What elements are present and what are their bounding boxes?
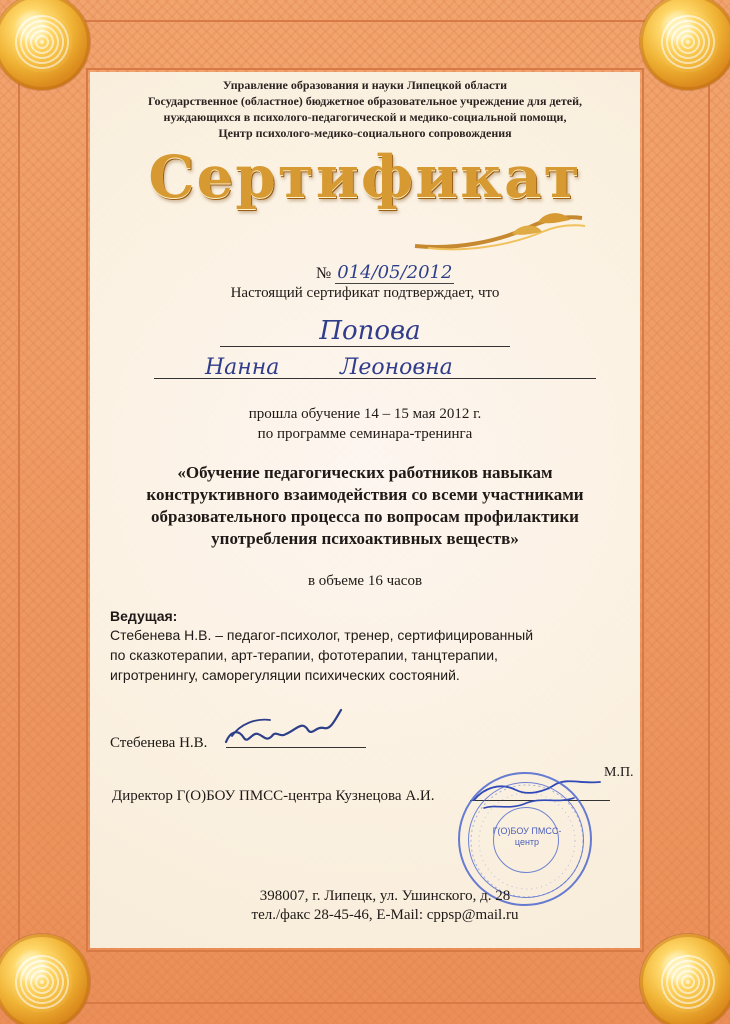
- confirmation-text: Настоящий сертификат подтверждает, что: [230, 285, 500, 301]
- certificate-number-row: [316, 262, 476, 284]
- recipient-surname: Попова: [319, 316, 421, 346]
- footer-contacts: тел./факс 28-45-46, E-Mail: cppsp@mail.ru: [251, 907, 519, 923]
- seal-placeholder: М.П.: [604, 765, 634, 780]
- study-program-intro: по программе семинара-тренинга: [257, 426, 473, 442]
- certificate-title: Сертификат: [148, 143, 582, 211]
- header-line-4: Центр психолого-медико-социального сопровождения: [218, 126, 512, 140]
- study-dates: прошла обучение 14 – 15 мая 2012 г.: [248, 406, 482, 422]
- recipient-patronymic: Леоновна: [340, 355, 453, 380]
- certificate-number-value: 014/05/2012: [337, 262, 453, 283]
- recipient-name: Нанна: [205, 355, 280, 380]
- lead-line-2: по сказкотерапии, арт-терапии, фототерапии, танцтерапии,: [110, 647, 498, 663]
- stamp-center-text: [487, 826, 567, 848]
- hours-text: в объеме 16 часов: [307, 573, 423, 589]
- lead-signature-icon: [206, 696, 366, 760]
- program-title: «Обучение педагогических работников навыкам конструктивного взаимодействия со всеми участниками образовательного процесса по вопросам профилактики употребления психоактивных веществ»: [146, 463, 584, 548]
- names-underline: [154, 378, 596, 379]
- lead-title: Ведущая:: [110, 608, 178, 624]
- header-line-2: Государственное (областное) бюджетное образовательное учреждение для детей,: [147, 94, 583, 108]
- lead-signature-label: Стебенева Н.В.: [110, 735, 208, 751]
- title-flourish-icon: [410, 208, 590, 256]
- lead-line-3: игротренингу, саморегуляции психических состояний.: [110, 667, 460, 683]
- corner-medallion-bottom-right: [640, 934, 730, 1024]
- certificate-number-label: №: [316, 265, 332, 282]
- stamp-center-line-1: Г(О)БОУ ПМСС-: [492, 826, 562, 836]
- header-line-1: Управление образования и науки Липецкой области: [222, 78, 508, 92]
- surname-underline: [220, 346, 510, 347]
- header-line-3: нуждающихся в психолого-педагогической и медико-социальной помощи,: [163, 110, 567, 124]
- director-signature-label: Директор Г(О)БОУ ПМСС-центра Кузнецова А.И.: [112, 788, 435, 804]
- footer-address: 398007, г. Липецк, ул. Ушинского, д. 28: [259, 888, 511, 904]
- lead-line-1: Стебенева Н.В. – педагог-психолог, тренер, сертифицированный: [110, 627, 534, 643]
- stamp-center-line-2: центр: [514, 837, 540, 847]
